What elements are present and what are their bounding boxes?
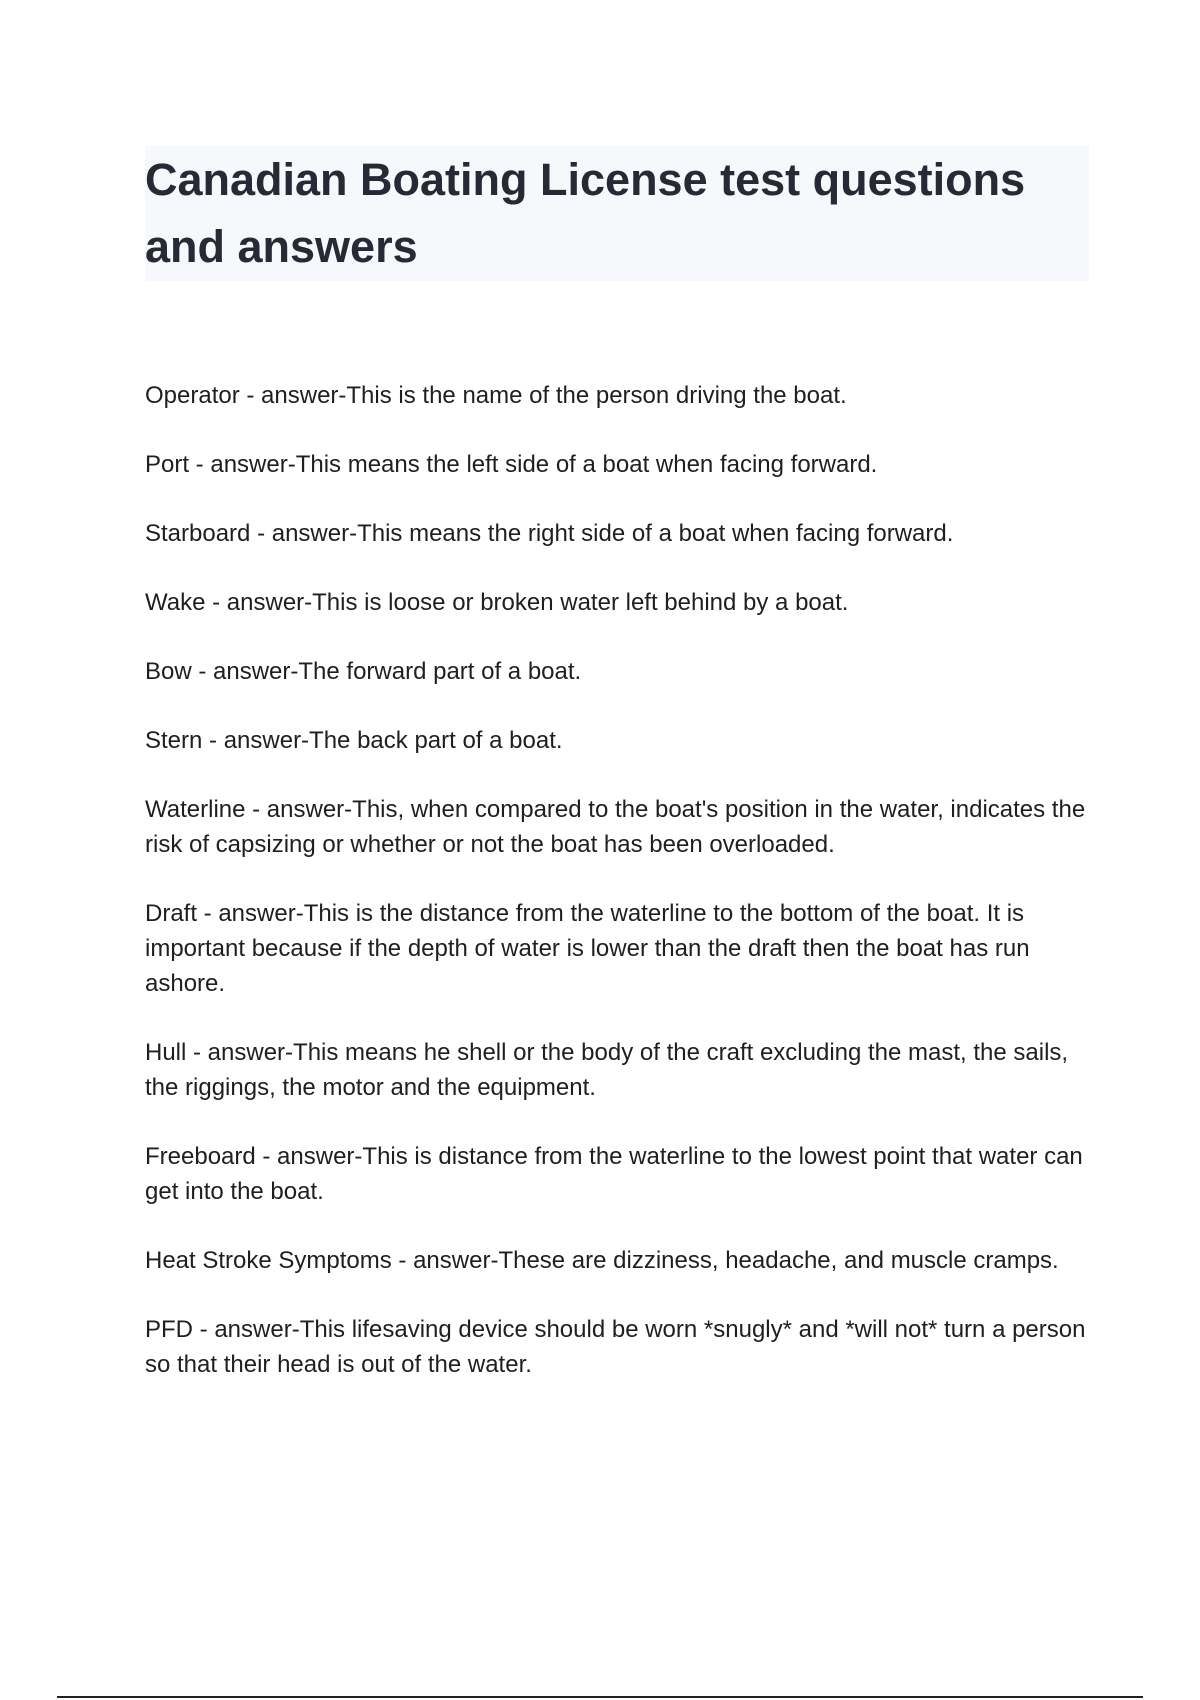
qa-entry-starboard: Starboard - answer-This means the right side of a boat when facing forward. [145,520,954,547]
title-banner [145,146,1089,281]
qa-entry-heat-stroke: Heat Stroke Symptoms - answer-These are dizziness, headache, and muscle cramps. [145,1247,1059,1274]
qa-entry-pfd: PFD - answer-This lifesaving device should be worn *snugly* and *will not* turn a person so that their head is out of the water. [145,1316,1086,1378]
qa-entry-wake: Wake - answer-This is loose or broken water left behind by a boat. [145,589,849,616]
qa-entry-bow: Bow - answer-The forward part of a boat. [145,658,582,685]
qa-entry-stern: Stern - answer-The back part of a boat. [145,727,563,754]
qa-entry-waterline: Waterline - answer-This, when compared to the boat's position in the water, indicates the risk of capsizing or whether or not the boat has been overloaded. [145,796,1086,858]
footer-divider [57,1696,1143,1698]
qa-entry-draft: Draft - answer-This is the distance from the waterline to the bottom of the boat. It is important because if the depth of water is lower than the draft then the boat has run ashore. [145,900,1030,997]
qa-entry-operator: Operator - answer-This is the name of the person driving the boat. [145,382,847,409]
qa-entry-port: Port - answer-This means the left side of a boat when facing forward. [145,451,878,478]
document-title: Canadian Boating License test questions and answers [145,154,1026,272]
qa-list [145,378,1095,1416]
qa-entry-hull: Hull - answer-This means he shell or the body of the craft excluding the mast, the sails, the riggings, the motor and the equipment. [145,1039,1069,1101]
qa-entry-freeboard: Freeboard - answer-This is distance from the waterline to the lowest point that water can get into the boat. [145,1143,1083,1205]
